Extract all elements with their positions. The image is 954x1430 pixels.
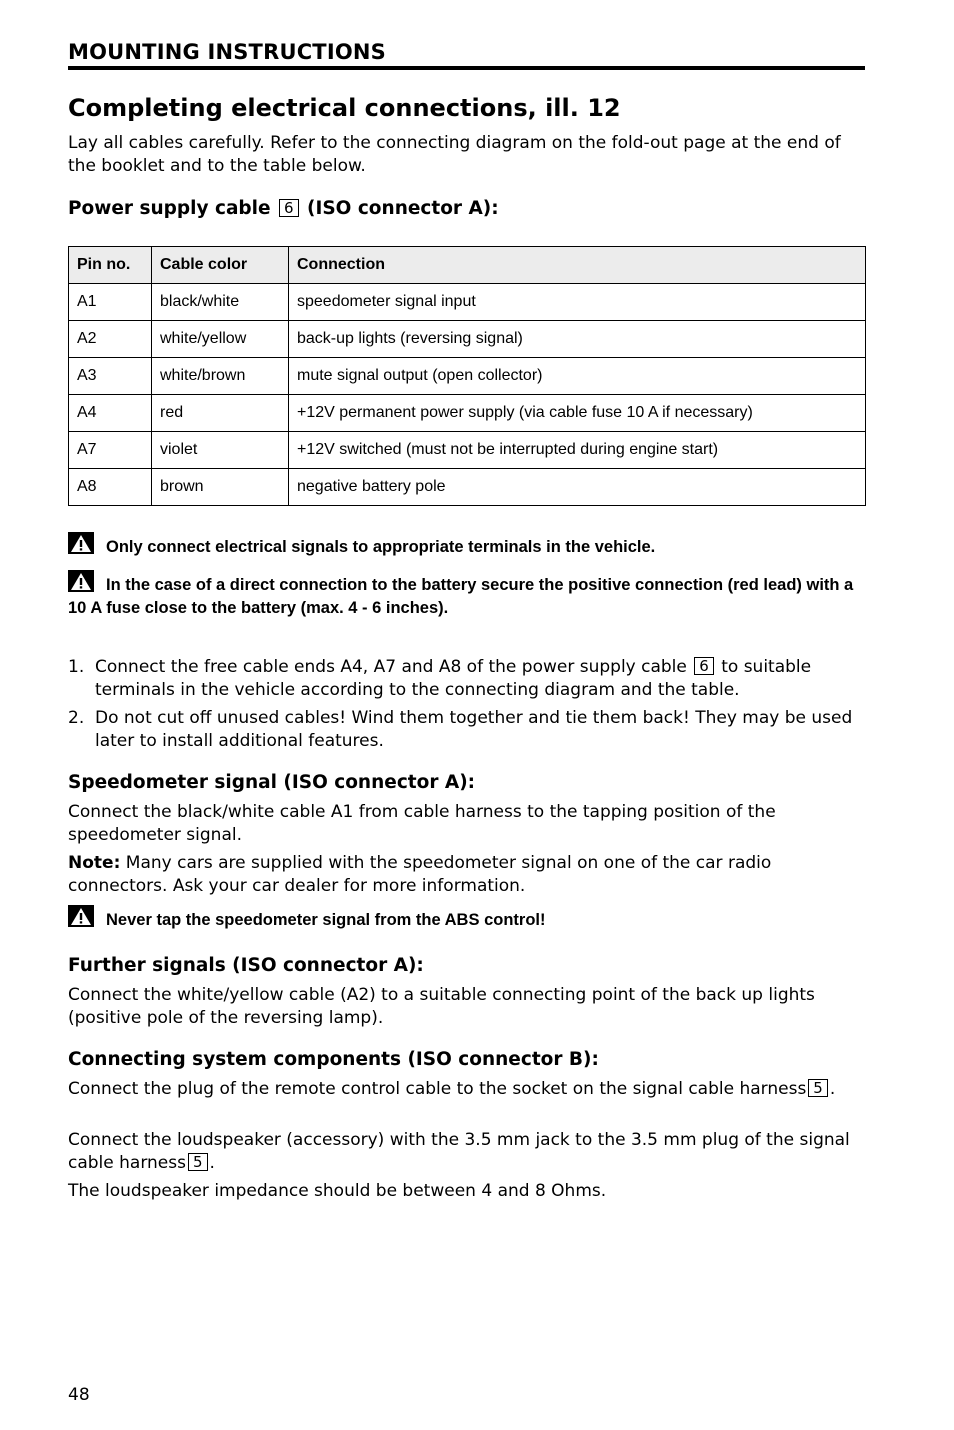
section-header: MOUNTING INSTRUCTIONS: [68, 40, 865, 70]
warning-icon: [68, 570, 94, 592]
col-header-color: Cable color: [152, 247, 289, 284]
speedometer-note: Note: Many cars are supplied with the speedometer signal on one of the car radio connectors. Ask your car dealer for more information.: [68, 853, 772, 896]
cell-connection: +12V switched (must not be interrupted during engine start): [289, 432, 866, 469]
further-signals-heading: Further signals (ISO connector A):: [68, 955, 424, 976]
table-row: [69, 432, 866, 469]
cell-color: white/brown: [152, 358, 289, 395]
cell-pin: A7: [69, 432, 152, 469]
cell-color: white/yellow: [152, 321, 289, 358]
pin-table: [68, 246, 866, 506]
cell-pin: A2: [69, 321, 152, 358]
cell-color: red: [152, 395, 289, 432]
system-components-p2: Connect the loudspeaker (accessory) with the 3.5 mm jack to the 3.5 mm plug of the signal cable harness 5 .: [68, 1130, 850, 1173]
cell-color: violet: [152, 432, 289, 469]
system-components-p1: Connect the plug of the remote control cable to the socket on the signal cable harness 5 .: [68, 1079, 836, 1099]
warning-battery: In the case of a direct connection to the battery secure the positive connection (red lead) with a 10 A fuse close to the battery (max. 4 - 6 inches).: [68, 570, 865, 620]
ref-box: 6: [694, 657, 714, 675]
cell-color: black/white: [152, 284, 289, 321]
speedometer-text: Connect the black/white cable A1 from cable harness to the tapping position of the speedometer signal.: [68, 802, 776, 845]
cell-connection: speedometer signal input: [289, 284, 866, 321]
cell-pin: A4: [69, 395, 152, 432]
warning-icon: [68, 905, 94, 927]
cell-color: brown: [152, 469, 289, 506]
page-title: Completing electrical connections, ill. 12: [68, 94, 621, 122]
cell-connection: back-up lights (reversing signal): [289, 321, 866, 358]
ref-box: 6: [279, 199, 299, 217]
cell-connection: mute signal output (open collector): [289, 358, 866, 395]
warning-abs: Never tap the speedometer signal from the ABS control!: [68, 905, 865, 932]
system-components-p3: The loudspeaker impedance should be between 4 and 8 Ohms.: [68, 1181, 607, 1201]
page-number: 48: [68, 1385, 90, 1405]
warning-icon: [68, 532, 94, 554]
warning-signals: Only connect electrical signals to appropriate terminals in the vehicle.: [68, 532, 865, 559]
cell-connection: +12V permanent power supply (via cable fuse 10 A if necessary): [289, 395, 866, 432]
table-row: [69, 395, 866, 432]
table-row: [69, 321, 866, 358]
cell-pin: A3: [69, 358, 152, 395]
table-row: [69, 469, 866, 506]
speedometer-heading: Speedometer signal (ISO connector A):: [68, 772, 476, 793]
system-components-heading: Connecting system components (ISO connector B):: [68, 1049, 599, 1070]
col-header-connection: Connection: [289, 247, 866, 284]
ref-box: 5: [188, 1153, 208, 1171]
cell-connection: negative battery pole: [289, 469, 866, 506]
power-supply-heading: Power supply cable 6 (ISO connector A):: [68, 198, 499, 219]
cell-pin: A8: [69, 469, 152, 506]
table-header-row: [69, 247, 866, 284]
further-signals-text: Connect the white/yellow cable (A2) to a suitable connecting point of the back up lights (positive pole of the reversing lamp).: [68, 985, 815, 1028]
steps-list: [68, 656, 865, 758]
ref-box: 5: [808, 1079, 828, 1097]
table-row: [69, 284, 866, 321]
col-header-pin: Pin no.: [69, 247, 152, 284]
list-item: 2. Do not cut off unused cables! Wind them together and tie them back! They may be used later to install additional features.: [68, 708, 853, 751]
cell-pin: A1: [69, 284, 152, 321]
table-row: [69, 358, 866, 395]
intro-paragraph: Lay all cables carefully. Refer to the connecting diagram on the fold-out page at the end of the booklet and to the table below.: [68, 133, 841, 176]
list-item: 1. Connect the free cable ends A4, A7 and A8 of the power supply cable 6 to suitable terminals in the vehicle according to the connecting diagram and the table.: [68, 657, 812, 700]
